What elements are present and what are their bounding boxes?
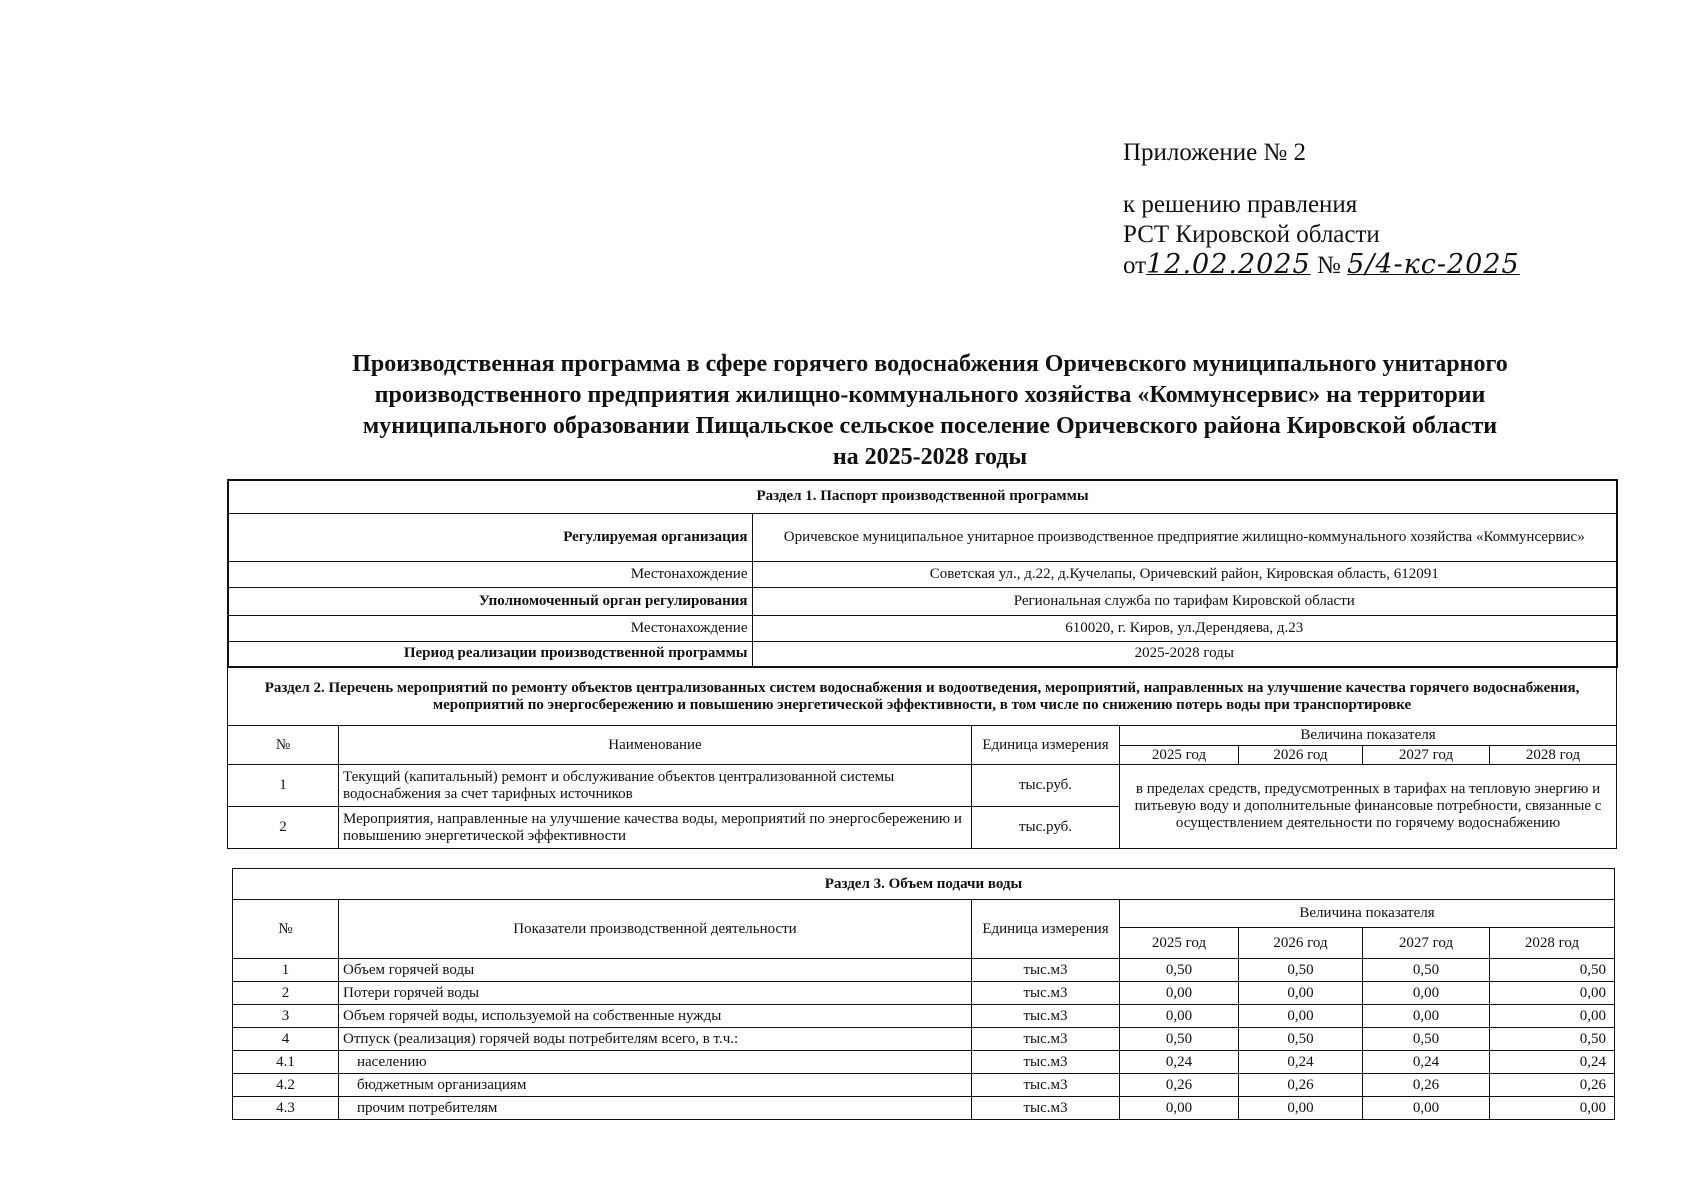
- regulator-location-value: 610020, г. Киров, ул.Дерендяева, д.23: [752, 615, 1617, 641]
- value-2027: 0,24: [1363, 1051, 1490, 1074]
- row-name: населению: [339, 1051, 972, 1074]
- col-unit-header: Единица измерения: [972, 900, 1120, 959]
- title-line: муниципального образовании Пищальское сельское поселение Оричевского района Кировской области: [362, 413, 1498, 439]
- section-3-header: Раздел 3. Объем подачи воды: [233, 869, 1615, 900]
- value-2026: 0,26: [1239, 1074, 1363, 1097]
- col-no-header: №: [233, 900, 339, 959]
- value-2026: 0,00: [1239, 1097, 1363, 1120]
- appendix-number: Приложение № 2: [1123, 139, 1307, 166]
- table-row: [233, 982, 1615, 1005]
- regulator-label: Уполномоченный орган регулирования: [228, 587, 752, 615]
- col-no-header: №: [228, 726, 339, 765]
- col-unit-header: Единица измерения: [972, 726, 1120, 765]
- title-line: Производственная программа в сфере горячего водоснабжения Оричевского муниципального унитарного: [352, 351, 1508, 377]
- table-row: [233, 1051, 1615, 1074]
- value-2027: 0,00: [1363, 1005, 1490, 1028]
- row-unit: тыс.м3: [972, 1074, 1120, 1097]
- year-header: 2026 год: [1239, 746, 1363, 765]
- row-unit: тыс.м3: [972, 959, 1120, 982]
- value-2026: 0,24: [1239, 1051, 1363, 1074]
- col-value-header: Величина показателя: [1120, 900, 1615, 928]
- value-2026: 0,50: [1239, 959, 1363, 982]
- section-2-table: [227, 667, 1617, 849]
- row-unit: тыс.м3: [972, 1097, 1120, 1120]
- appendix-date-line: [1123, 250, 1520, 281]
- handwritten-number: 5/4-кс-2025: [1347, 249, 1520, 280]
- row-no: 4: [233, 1028, 339, 1051]
- value-2028: 0,00: [1490, 982, 1615, 1005]
- value-2028: 0,24: [1490, 1051, 1615, 1074]
- row-name: Объем горячей воды, используемой на собственные нужды: [339, 1005, 972, 1028]
- row-no: 4.2: [233, 1074, 339, 1097]
- value-2027: 0,50: [1363, 1028, 1490, 1051]
- row-name: Потери горячей воды: [339, 982, 972, 1005]
- title-line: производственного предприятия жилищно-коммунального хозяйства «Коммунсервис» на территории: [374, 382, 1486, 408]
- year-header: 2025 год: [1120, 928, 1239, 959]
- table-row: [233, 1005, 1615, 1028]
- location-value: Советская ул., д.22, д.Кучелапы, Оричевский район, Кировская область, 612091: [752, 561, 1617, 587]
- value-2025: 0,00: [1120, 1005, 1239, 1028]
- title-line: на 2025-2028 годы: [832, 444, 1028, 470]
- table-row: [228, 765, 1617, 807]
- section-2-header: Раздел 2. Перечень мероприятий по ремонту объектов централизованных систем водоснабжения и водоотведения, мероприятий, направленных на улучшение качества горячего водоснабжения, мероприятий по энергосбережению и повышению энергетической эффективности, в том числе по снижению потерь воды при транспортировке: [228, 668, 1617, 726]
- section-1-header: Раздел 1. Паспорт производственной программы: [228, 480, 1617, 513]
- year-header: 2027 год: [1363, 746, 1490, 765]
- value-2025: 0,24: [1120, 1051, 1239, 1074]
- value-2028: 0,50: [1490, 1028, 1615, 1051]
- row-unit: тыс.м3: [972, 1051, 1120, 1074]
- regulated-org-label: Регулируемая организация: [228, 513, 752, 561]
- row-unit: тыс.руб.: [972, 765, 1120, 807]
- merged-funding-note: в пределах средств, предусмотренных в тарифах на тепловую энергию и питьевую воду и дополнительные финансовые потребности, связанные с осуществлением деятельности по горячему водоснабжению: [1120, 765, 1617, 849]
- value-2026: 0,00: [1239, 1005, 1363, 1028]
- document-title: [225, 349, 1635, 473]
- row-name: Мероприятия, направленные на улучшение качества воды, мероприятий по энергосбережению и повышению энергетической эффективности: [339, 807, 972, 849]
- value-2028: 0,00: [1490, 1005, 1615, 1028]
- row-no: 4.3: [233, 1097, 339, 1120]
- handwritten-date: 12.02.2025: [1146, 249, 1311, 280]
- value-2025: 0,50: [1120, 1028, 1239, 1051]
- regulator-location-label: Местонахождение: [228, 615, 752, 641]
- col-name-header: Наименование: [339, 726, 972, 765]
- appendix-block: [1123, 138, 1520, 281]
- table-row: [233, 1097, 1615, 1120]
- row-name: Текущий (капитальный) ремонт и обслуживание объектов централизованной системы водоснабжения за счет тарифных источников: [339, 765, 972, 807]
- row-no: 2: [233, 982, 339, 1005]
- row-no: 2: [228, 807, 339, 849]
- row-unit: тыс.м3: [972, 1005, 1120, 1028]
- value-2028: 0,26: [1490, 1074, 1615, 1097]
- row-no: 3: [233, 1005, 339, 1028]
- value-2028: 0,50: [1490, 959, 1615, 982]
- row-no: 4.1: [233, 1051, 339, 1074]
- location-label: Местонахождение: [228, 561, 752, 587]
- value-2025: 0,26: [1120, 1074, 1239, 1097]
- regulator-value: Региональная служба по тарифам Кировской области: [752, 587, 1617, 615]
- row-name: бюджетным организациям: [339, 1074, 972, 1097]
- row-unit: тыс.м3: [972, 982, 1120, 1005]
- value-2027: 0,26: [1363, 1074, 1490, 1097]
- value-2026: 0,50: [1239, 1028, 1363, 1051]
- value-2025: 0,00: [1120, 1097, 1239, 1120]
- row-name: Объем горячей воды: [339, 959, 972, 982]
- year-header: 2027 год: [1363, 928, 1490, 959]
- value-2027: 0,00: [1363, 1097, 1490, 1120]
- table-row: [233, 959, 1615, 982]
- col-value-header: Величина показателя: [1120, 726, 1617, 746]
- section-3-table: [232, 868, 1615, 1120]
- date-prefix: от: [1123, 252, 1147, 279]
- row-unit: тыс.руб.: [972, 807, 1120, 849]
- value-2027: 0,50: [1363, 959, 1490, 982]
- row-no: 1: [233, 959, 339, 982]
- value-2027: 0,00: [1363, 982, 1490, 1005]
- row-name: прочим потребителям: [339, 1097, 972, 1120]
- regulated-org-value: Оричевское муниципальное унитарное производственное предприятие жилищно-коммунального хозяйства «Коммунсервис»: [752, 513, 1617, 561]
- year-header: 2028 год: [1490, 928, 1615, 959]
- period-label: Период реализации производственной программы: [228, 641, 752, 667]
- row-no: 1: [228, 765, 339, 807]
- number-prefix: №: [1316, 252, 1341, 279]
- appendix-line-2: РСТ Кировской области: [1123, 221, 1380, 248]
- col-name-header: Показатели производственной деятельности: [339, 900, 972, 959]
- table-row: [233, 1028, 1615, 1051]
- row-name: Отпуск (реализация) горячей воды потребителям всего, в т.ч.:: [339, 1028, 972, 1051]
- year-header: 2028 год: [1490, 746, 1617, 765]
- value-2028: 0,00: [1490, 1097, 1615, 1120]
- appendix-line-1: к решению правления: [1123, 191, 1358, 218]
- year-header: 2026 год: [1239, 928, 1363, 959]
- row-unit: тыс.м3: [972, 1028, 1120, 1051]
- value-2025: 0,00: [1120, 982, 1239, 1005]
- value-2025: 0,50: [1120, 959, 1239, 982]
- year-header: 2025 год: [1120, 746, 1239, 765]
- value-2026: 0,00: [1239, 982, 1363, 1005]
- section-1-table: [227, 479, 1618, 668]
- period-value: 2025-2028 годы: [752, 641, 1617, 667]
- table-row: [233, 1074, 1615, 1097]
